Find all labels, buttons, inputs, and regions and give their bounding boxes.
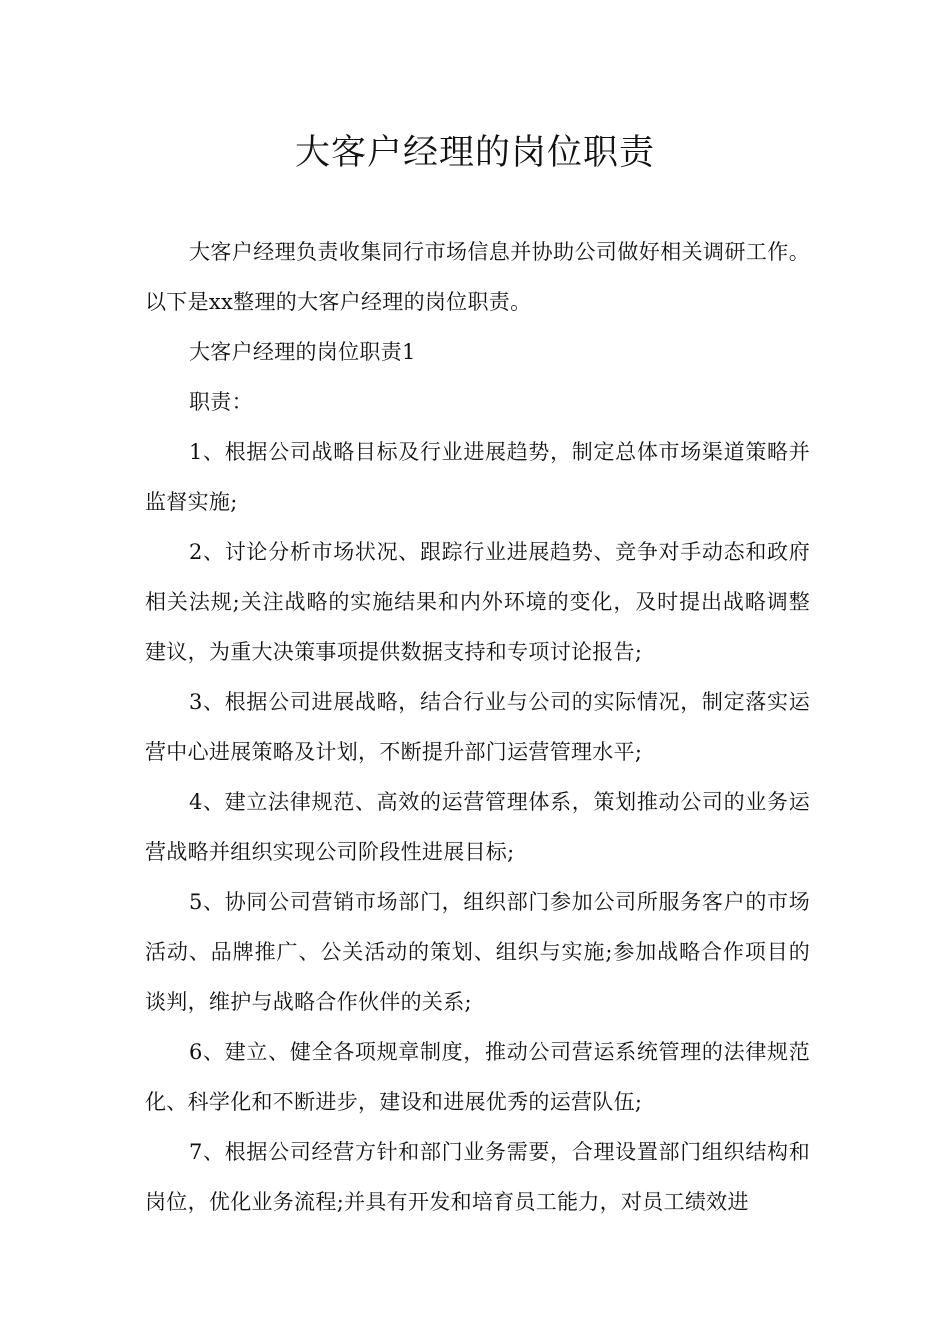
duty-item-6: 6、建立、健全各项规章制度，推动公司营运系统管理的法律规范化、科学化和不断进步，建设和进展优秀的运营队伍; — [145, 1040, 810, 1114]
duties-label: 职责： — [189, 390, 253, 414]
intro-paragraph: 大客户经理负责收集同行市场信息并协助公司做好相关调研工作。以下是xx整理的大客户经理的岗位职责。 — [145, 240, 810, 314]
document-body — [145, 227, 810, 1227]
section-heading: 大客户经理的岗位职责1 — [189, 340, 416, 364]
duty-item-4: 4、建立法律规范、高效的运营管理体系，策划推动公司的业务运营战略并组织实现公司阶段性进展目标; — [145, 790, 810, 864]
duty-item-7: 7、根据公司经营方针和部门业务需要，合理设置部门组织结构和岗位，优化业务流程;并具有开发和培育员工能力，对员工绩效进 — [145, 1140, 810, 1214]
duty-item-1: 1、根据公司战略目标及行业进展趋势，制定总体市场渠道策略并监督实施; — [145, 440, 810, 514]
duty-item-5: 5、协同公司营销市场部门，组织部门参加公司所服务客户的市场活动、品牌推广、公关活动的策划、组织与实施;参加战略合作项目的谈判，维护与战略合作伙伴的关系; — [145, 890, 810, 1014]
document-title: 大客户经理的岗位职责 — [294, 133, 655, 173]
duty-item-2: 2、讨论分析市场状况、跟踪行业进展趋势、竞争对手动态和政府相关法规;关注战略的实施结果和内外环境的变化，及时提出战略调整建议，为重大决策事项提供数据支持和专项讨论报告; — [145, 540, 810, 664]
duty-item-3: 3、根据公司进展战略，结合行业与公司的实际情况，制定落实运营中心进展策略及计划，不断提升部门运营管理水平; — [145, 690, 810, 764]
